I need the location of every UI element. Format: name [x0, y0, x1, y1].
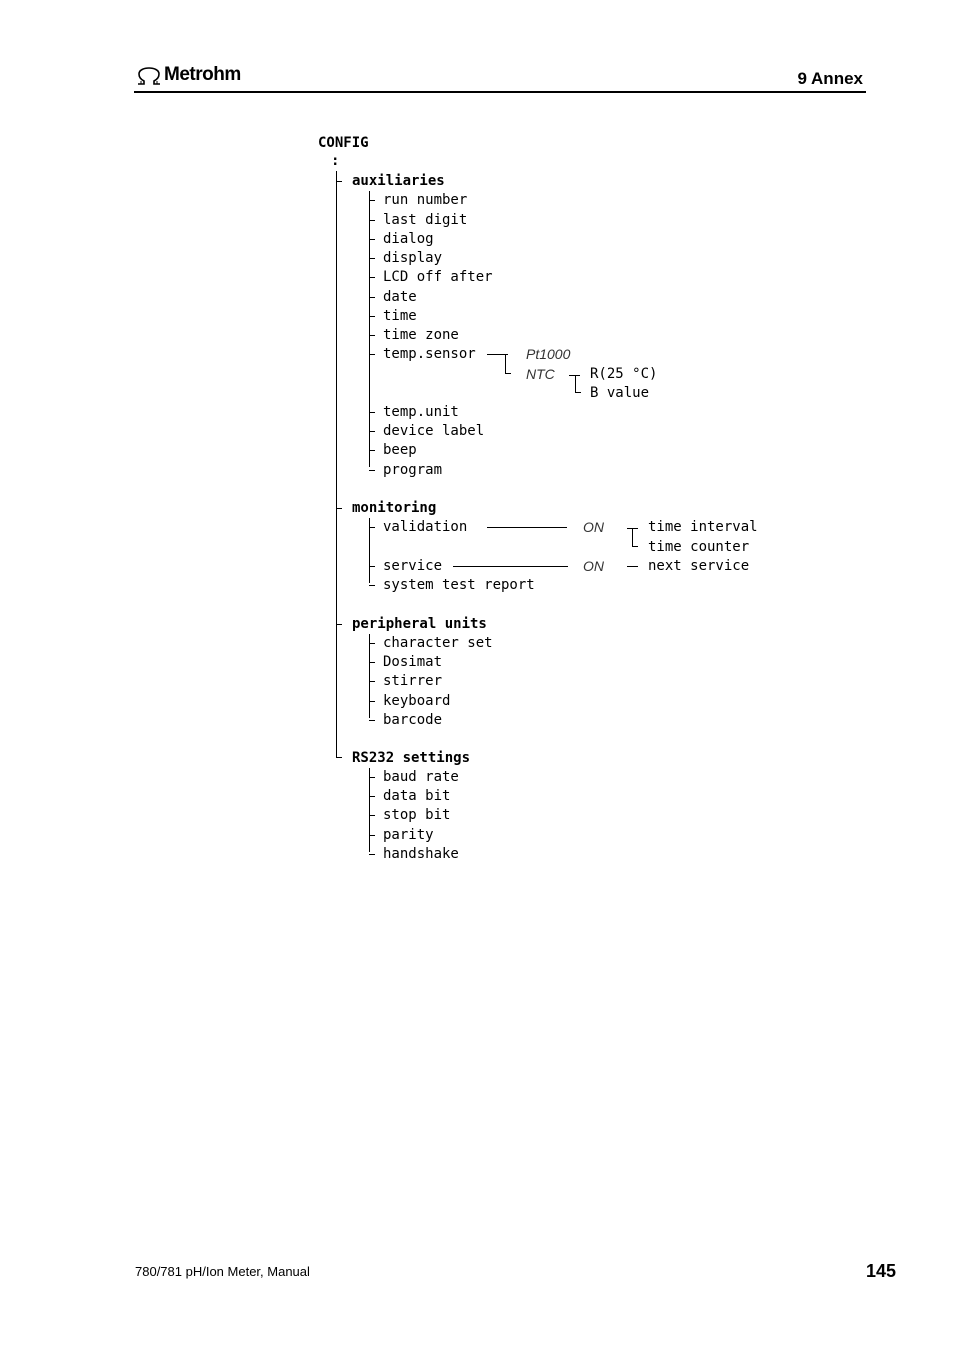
- tree-item: date: [383, 289, 417, 305]
- item-tick: [369, 527, 375, 528]
- item-tick: [369, 200, 375, 201]
- item-tick: [369, 854, 375, 855]
- item-tick: [369, 720, 375, 721]
- tree-item: run number: [383, 192, 468, 208]
- item-tick: [369, 220, 375, 221]
- item-tick: [369, 585, 375, 586]
- tree-item: device label: [383, 423, 485, 439]
- temp-sensor-bracket: [505, 354, 506, 373]
- tree-ellipsis: :: [331, 153, 340, 169]
- tree-item: display: [383, 250, 443, 266]
- section-monitoring: monitoring: [352, 500, 437, 516]
- item-tick: [369, 662, 375, 663]
- validation-connector: [487, 527, 567, 528]
- item-tick: [369, 335, 375, 336]
- item-tick: [369, 701, 375, 702]
- service-connector: [453, 566, 568, 567]
- tree-item: character set: [383, 635, 493, 651]
- section-auxiliaries: auxiliaries: [352, 173, 445, 189]
- tree-item: program: [383, 462, 443, 478]
- item-tick: [369, 258, 375, 259]
- aux-line: [369, 191, 370, 467]
- tree-item: time zone: [383, 327, 459, 343]
- item-tick: [369, 316, 375, 317]
- service-option-next-service: next service: [648, 558, 750, 574]
- item-tick: [369, 297, 375, 298]
- tree-item: beep: [383, 442, 417, 458]
- item-tick: [369, 835, 375, 836]
- trunk-line: [336, 171, 337, 757]
- tree-item: validation: [383, 519, 468, 535]
- validation-option-time-interval: time interval: [648, 519, 758, 535]
- option-ntc: NTC: [526, 366, 555, 382]
- validation-option-time-counter: time counter: [648, 539, 750, 555]
- item-tick: [369, 643, 375, 644]
- ntc-option-bvalue: B value: [590, 385, 650, 401]
- item-tick: [369, 431, 375, 432]
- tree-item: stop bit: [383, 807, 451, 824]
- section-rs232-settings: RS232 settings: [352, 750, 471, 766]
- tree-item: temp.unit: [383, 404, 459, 420]
- item-tick: [369, 566, 375, 567]
- item-tick: [369, 470, 375, 471]
- tree-item: stirrer: [383, 673, 443, 690]
- tree-item: keyboard: [383, 692, 451, 709]
- service-option-connector: [627, 566, 638, 567]
- section-peripheral-units: peripheral units: [352, 616, 487, 632]
- option-pt1000: Pt1000: [526, 346, 571, 362]
- branch-tick: [336, 757, 342, 758]
- tree-item: time: [383, 308, 417, 324]
- validation-bracket-end: [632, 546, 638, 547]
- ntc-bracket: [575, 375, 576, 392]
- tree-item: service: [383, 558, 443, 574]
- branch-tick: [336, 508, 342, 509]
- tree-item: LCD off after: [383, 269, 493, 285]
- item-tick: [369, 777, 375, 778]
- branch-tick: [336, 181, 342, 182]
- tree-item: last digit: [383, 212, 468, 228]
- tree-item: parity: [383, 826, 434, 843]
- tree-item: system test report: [383, 577, 535, 593]
- item-tick: [369, 354, 375, 355]
- tree-item: data bit: [383, 788, 451, 805]
- tree-item: Dosimat: [383, 654, 443, 671]
- tree-item: barcode: [383, 711, 443, 728]
- item-tick: [369, 796, 375, 797]
- ntc-option-r25: R(25 °C): [590, 366, 658, 382]
- peripheral-line: [369, 634, 370, 718]
- temp-sensor-bracket-end: [505, 373, 511, 374]
- chapter-title: 9 Annex: [797, 69, 863, 88]
- ntc-bracket-end: [575, 392, 581, 393]
- page-number: 145: [865, 1261, 896, 1281]
- rs232-line: [369, 768, 370, 852]
- item-tick: [369, 277, 375, 278]
- tree-item: temp.sensor: [383, 346, 476, 362]
- validation-value: ON: [583, 519, 604, 535]
- footer-manual-title: 780/781 pH/Ion Meter, Manual: [135, 1264, 310, 1279]
- tree-item: handshake: [383, 845, 459, 862]
- validation-bracket: [632, 528, 633, 546]
- tree-item: baud rate: [383, 769, 459, 785]
- item-tick: [369, 412, 375, 413]
- item-tick: [369, 815, 375, 816]
- tree-root: CONFIG: [318, 135, 369, 151]
- brand-name: Metrohm: [164, 64, 241, 85]
- service-value: ON: [583, 558, 604, 574]
- item-tick: [369, 681, 375, 682]
- item-tick: [369, 239, 375, 240]
- tree-item: dialog: [383, 231, 434, 247]
- branch-tick: [336, 624, 342, 625]
- item-tick: [369, 450, 375, 451]
